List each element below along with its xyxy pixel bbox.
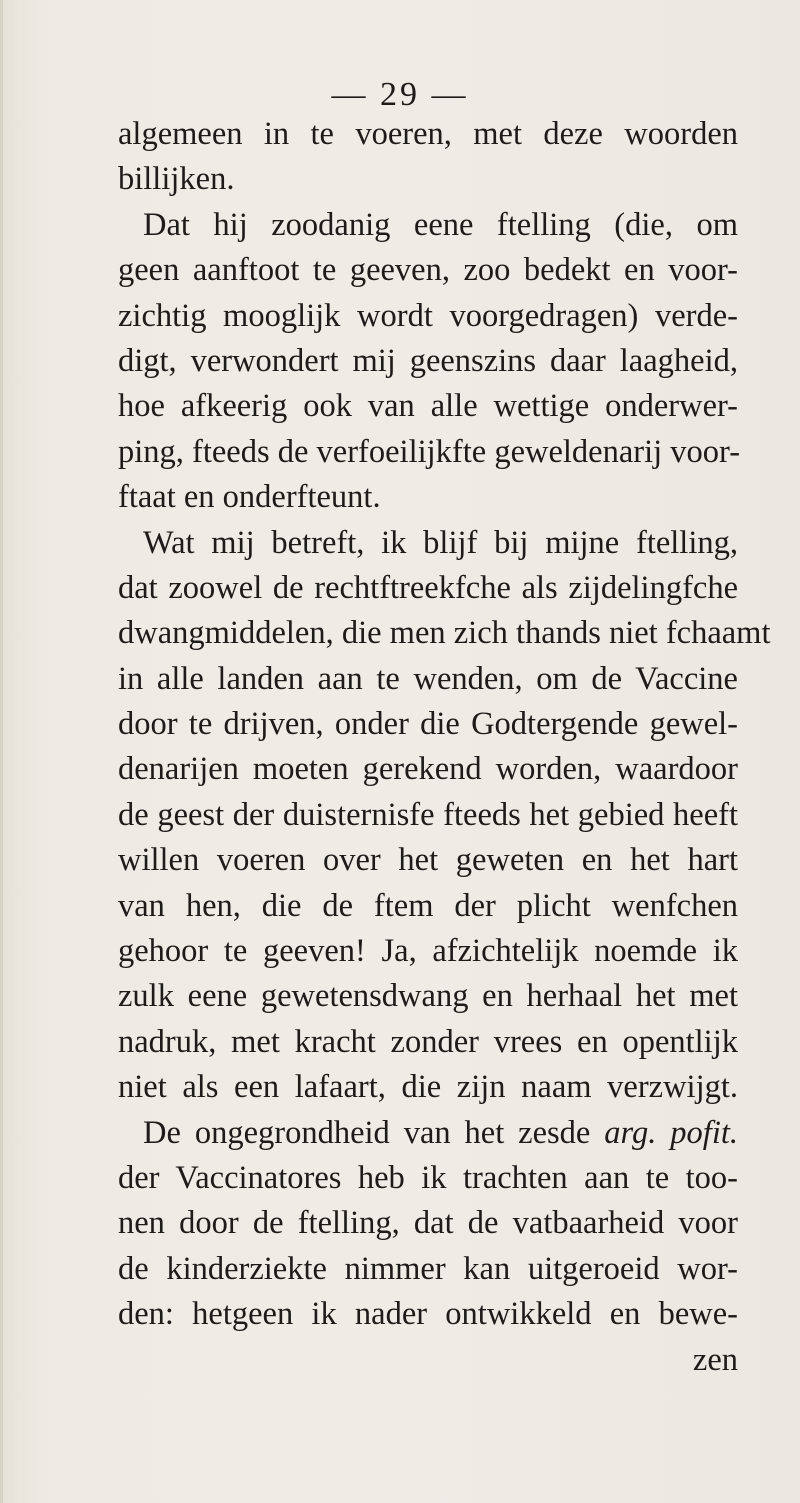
page-number-header: — 29 — (331, 76, 469, 113)
body-text (118, 112, 771, 1383)
text-line: de kinderziekte nimmer kan uitgeroeid wor- (118, 1250, 738, 1287)
catchword: zen (692, 1341, 738, 1378)
text-line: Dat hij zoodanig eene ftelling (die, om (143, 206, 738, 243)
text-segment: De ongegrondheid van het zesde (143, 1114, 591, 1151)
text-line: billijken. (118, 161, 235, 198)
text-line: zichtig mooglijk wordt voorgedragen) verde- (118, 297, 738, 334)
text-line: Wat mij betreft, ik blijf bij mijne ftelling, (143, 524, 738, 561)
italic-abbreviation: arg. pofit. (604, 1114, 739, 1151)
text-line: de geest der duisternisfe fteeds het gebied heeft (118, 796, 738, 833)
text-line: nen door de ftelling, dat de vatbaarheid voor (118, 1205, 738, 1242)
text-line: door te drijven, onder die Godtergende gewel- (118, 706, 738, 743)
text-line: der Vaccinatores heb ik trachten aan te too- (118, 1159, 738, 1196)
text-line: ftaat en onderfteunt. (118, 479, 381, 516)
text-line: van hen, die de ftem der plicht wenfchen (118, 887, 738, 924)
text-line: algemeen in te voeren, met deze woorden (118, 116, 738, 152)
text-line: digt, verwondert mij geenszins daar laagheid, (118, 342, 738, 379)
text-line: zulk eene gewetensdwang en herhaal het met (118, 978, 738, 1015)
text-line: in alle landen aan te wenden, om de Vaccine (118, 660, 738, 697)
text-line: gehoor te geeven! Ja, afzichtelijk noemde ik (118, 933, 738, 970)
page-gutter (0, 0, 3, 1503)
text-line: niet als een lafaart, die zijn naam verzwijgt. (118, 1069, 738, 1106)
text-line: geen aanftoot te geeven, zoo bedekt en voor- (118, 252, 738, 289)
text-line: hoe afkeerig ook van alle wettige onderwer- (118, 388, 738, 425)
text-line: denarijen moeten gerekend worden, waardoor (118, 751, 738, 788)
text-line: dwangmiddelen, die men zich thands niet fchaamt (118, 615, 771, 652)
text-line: ping, fteeds de verfoeilijkfte geweldenarij voor- (118, 433, 741, 470)
text-line: willen voeren over het geweten en het hart (118, 842, 738, 879)
text-line: nadruk, met kracht zonder vrees en opentlijk (118, 1023, 738, 1060)
text-line-with-italic (118, 1111, 738, 1156)
text-line: dat zoowel de rechtftreekfche als zijdelingfche (118, 569, 738, 606)
text-line: den: hetgeen ik nader ontwikkeld en bewe- (118, 1296, 738, 1333)
